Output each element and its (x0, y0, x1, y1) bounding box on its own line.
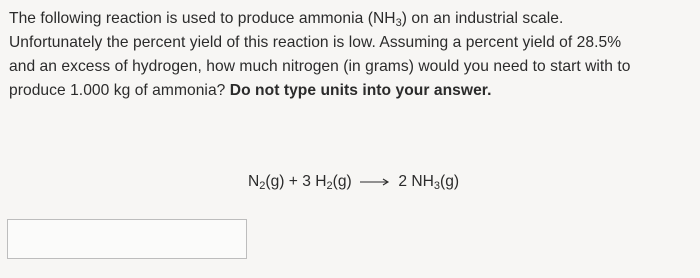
question-line-3: and an excess of hydrogen, how much nitrogen (in grams) would you need to start with to (9, 58, 631, 75)
question-text (9, 7, 693, 103)
question-line-1: The following reaction is used to produce ammonia $(NH_3)$ on an industrial scale. (9, 10, 564, 29)
question-line-2: Unfortunately the percent yield of this reaction is low. Assuming a percent yield of 28.5% (9, 34, 622, 51)
question-line-4: produce 1.000 kg of ammonia? Do not type units into your answer. (9, 82, 492, 99)
answer-input[interactable] (7, 219, 247, 259)
reaction-equation: $N_2(g) + 3$ $H_2(g)$ 2 $NH_3(g)$ (248, 173, 460, 192)
units-instruction: Do not type units into your answer. (229, 82, 492, 99)
reaction-arrow-icon (360, 177, 390, 187)
